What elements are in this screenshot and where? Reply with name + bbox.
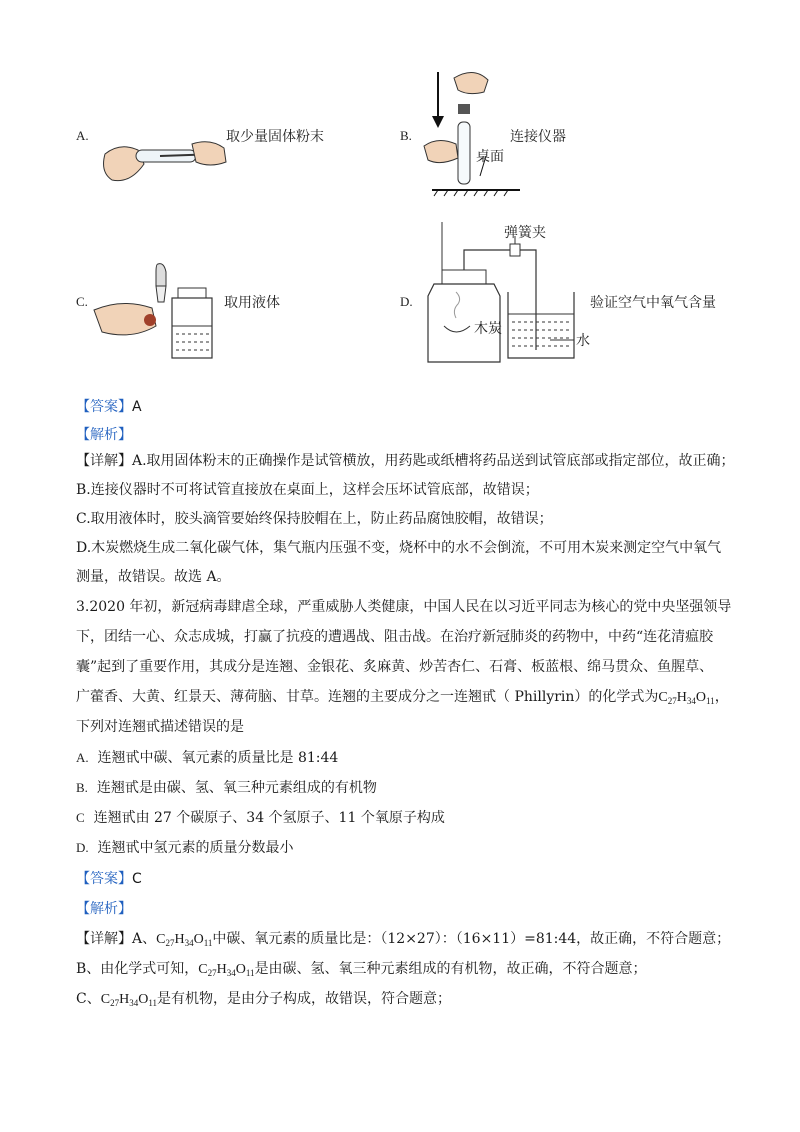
answer-value: A [132, 399, 142, 415]
q2-detail-line-3: C.取用液体时，胶头滴管要始终保持胶帽在上，防止药品腐蚀胶帽，故错误； [76, 511, 553, 527]
option-b-caption: 连接仪器 [510, 129, 566, 145]
q3-detail-line-c: C、$C_{27}H_{34}O_{11}$是有机物，是由分子构成，故错误，符合题意； [76, 991, 451, 1008]
option-b-letter: B. [400, 128, 412, 143]
q3-answer [76, 868, 142, 888]
option-d-illustration [424, 222, 584, 362]
q3-option-b: B. 连翘甙是由碳、氢、氧三种元素组成的有机物 [76, 780, 377, 796]
q2-analysis-tag: 【解析】 [76, 427, 132, 443]
q2-detail-line-4: D.木炭燃烧生成二氧化碳气体，集气瓶内压强不变，烧杯中的水不会倒流，不可用木炭来测定空气中氧气 [76, 540, 722, 556]
dropper-bulb-icon [156, 264, 166, 286]
q3-option-d: D. 连翘甙中氢元素的质量分数最小 [76, 840, 294, 856]
reagent-bottle-icon [172, 288, 212, 358]
option-b-illustration [424, 66, 524, 200]
q3-detail-line-a: 【详解】A、$C_{27}H_{34}O_{11}$中碳、氧元素的质量比是：（12×27）：（16×11）=81:44，故正确，不符合题意； [76, 931, 731, 948]
q3-stem-line-1: 3.2020 年初，新冠病毒肆虐全球，严重威胁人类健康，中国人民在以习近平同志为核心的党中央坚强领导 [76, 599, 732, 615]
option-d-clip-label: 弹簧夹 [504, 225, 546, 241]
spring-clip-icon [510, 244, 520, 256]
option-d-water-label: 水 [576, 333, 590, 349]
option-c-caption: 取用液体 [224, 295, 280, 311]
detail-tag: 【详解】 [76, 931, 132, 947]
right-hand-icon [192, 142, 226, 165]
gas-bottle-icon [428, 270, 500, 362]
chemical-formula: $C_{27}H_{34}O_{11}$ [658, 690, 715, 706]
hand-with-stopper-icon [454, 72, 488, 93]
option-d-charcoal-label: 木炭 [474, 321, 502, 337]
option-b-table-label: 桌面 [476, 149, 504, 165]
q2-answer [76, 396, 142, 416]
q3-stem-line-5: 下列对连翘甙描述错误的是 [76, 719, 244, 735]
answer-tag: 【答案】 [76, 871, 132, 887]
q3-detail-line-b: B、由化学式可知，$C_{27}H_{34}O_{11}$是由碳、氢、氧三种元素组成的有机物，故正确，不符合题意； [76, 961, 647, 978]
beaker-icon [508, 292, 574, 358]
test-tube-icon [458, 122, 470, 184]
q3-stem-line-3: 囊”起到了重要作用，其成分是连翘、金银花、炙麻黄、炒苦杏仁、石膏、板蓝根、绵马贯众、鱼腥草、 [76, 659, 714, 675]
option-a-illustration [100, 134, 230, 194]
option-d-letter: D. [400, 294, 413, 309]
q2-detail-line-2: B.连接仪器时不可将试管直接放在桌面上，这样会压坏试管底部，故错误； [76, 482, 539, 498]
answer-value: C [132, 871, 142, 887]
rubber-stopper-icon [458, 104, 470, 114]
detail-tag: 【详解】 [76, 453, 132, 469]
q3-option-a: A. 连翘甙中碳、氧元素的质量比是 81:44 [76, 750, 339, 766]
q3-stem-line-2: 下，团结一心、众志成城，打赢了抗疫的遭遇战、阻击战。在治疗新冠肺炎的药物中，中药“连花清瘟胶 [76, 629, 714, 645]
hand-icon [424, 140, 458, 162]
q3-option-c: C 连翘甙由 27 个碳原子、34 个氢原子、11 个氧原子构成 [76, 810, 445, 826]
q3-analysis-tag: 【解析】 [76, 901, 132, 917]
dropper-tube-icon [156, 286, 166, 302]
option-a-letter: A. [76, 128, 89, 143]
option-d-caption: 验证空气中氧气含量 [590, 295, 716, 311]
option-a-caption: 取少量固体粉末 [226, 129, 324, 145]
q2-detail-line-5: 测量，故错误。故选 A。 [76, 569, 231, 585]
option-c-illustration [92, 262, 222, 362]
option-c-letter: C. [76, 294, 88, 309]
answer-tag: 【答案】 [76, 399, 132, 415]
q3-stem-line-4: 广藿香、大黄、红景天、薄荷脑、甘草。连翘的主要成分之一连翘甙（ Phillyrin）的化学式为$C_{27}H_{34}O_{11}$， [76, 689, 729, 706]
q2-detail-line-1: 【详解】A.取用固体粉末的正确操作是试管横放，用药匙或纸槽将药品送到试管底部或指定部位，故正确； [76, 453, 735, 469]
